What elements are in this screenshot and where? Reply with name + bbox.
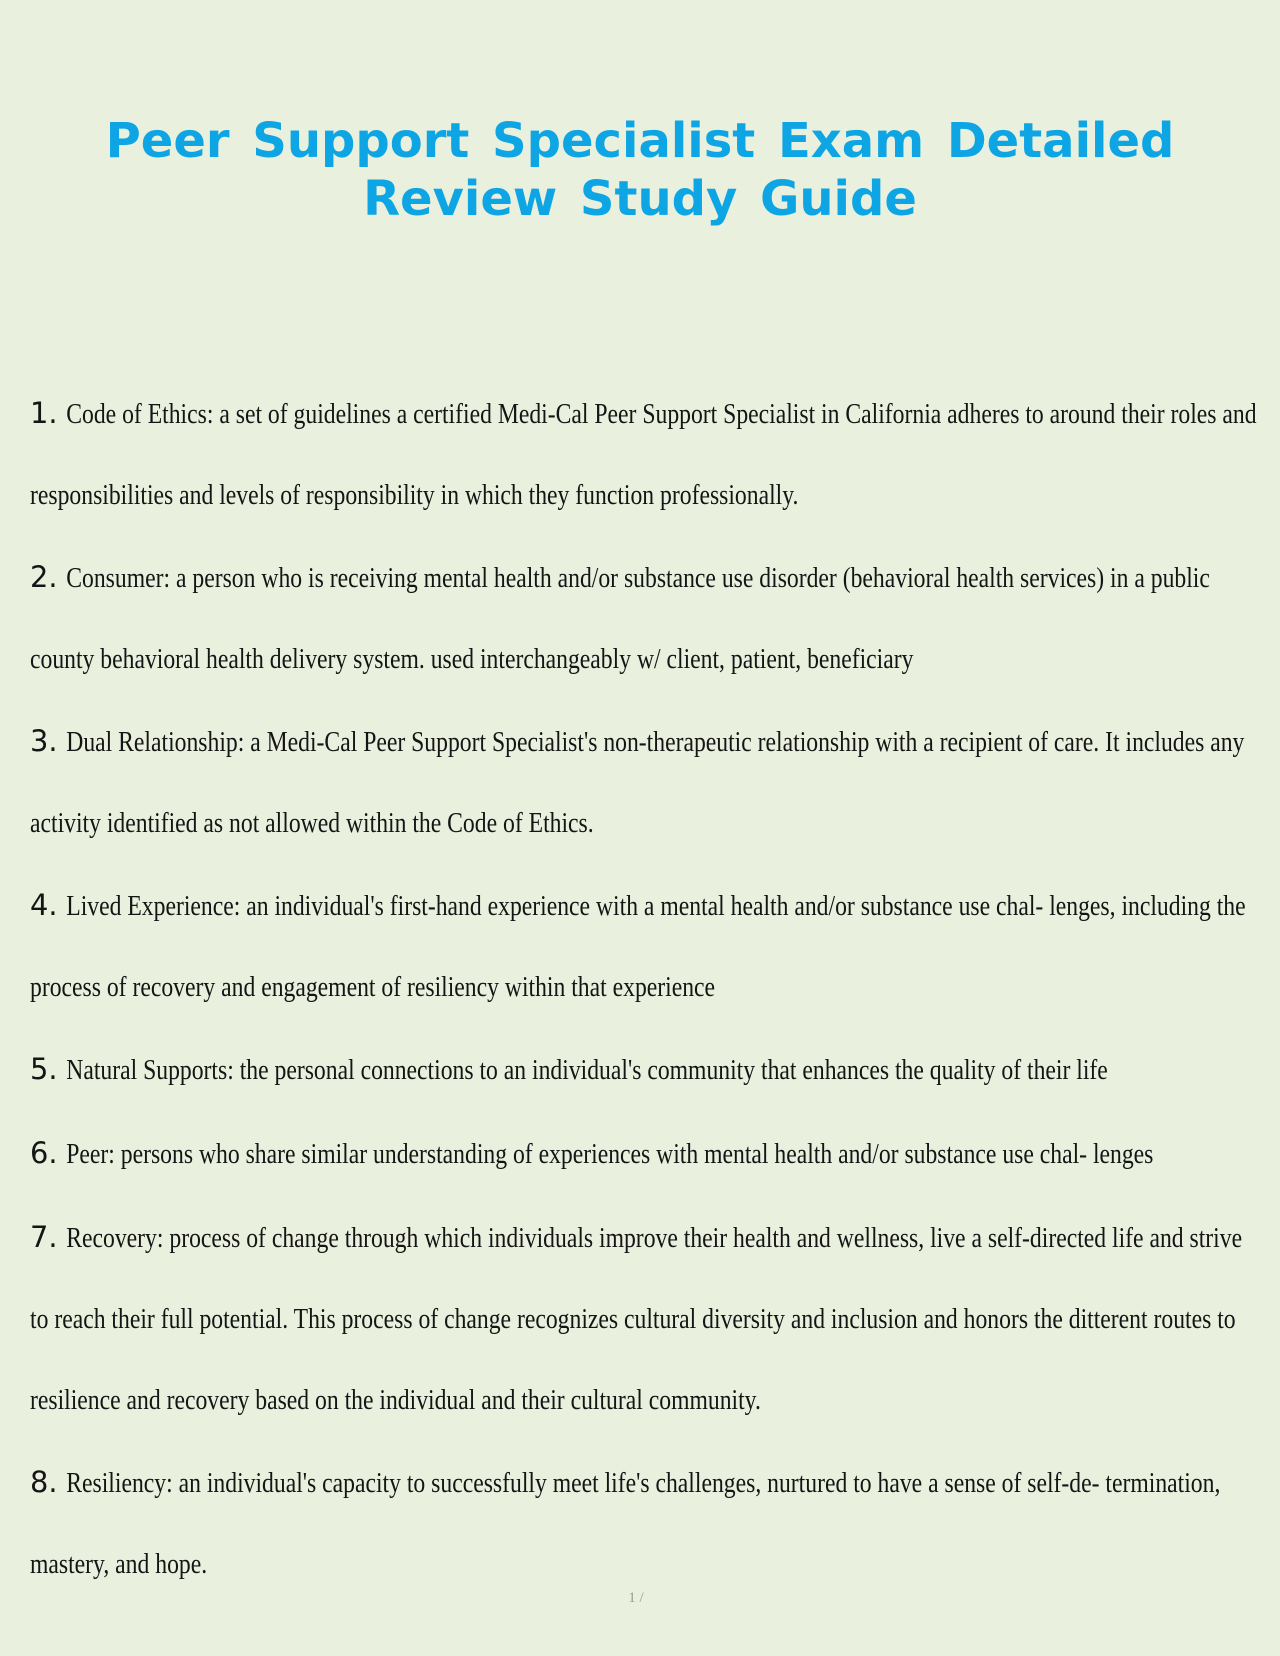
entry-term: Peer: <box>66 1139 115 1170</box>
entry-term: Resiliency: <box>66 1468 173 1499</box>
entry-definition: process of change through which individuals improve their health and wellness, live a self-directed life and strive to reach their full potential. This process of change recognizes cultural diversity and inclusion and honors the ditterent routes to resilience and recovery based on the individual and their cultural community. <box>30 1223 1243 1416</box>
glossary-entry <box>30 1029 1260 1111</box>
entry-number: 8. <box>30 1465 58 1499</box>
entry-definition: the personal connections to an individual's community that enhances the quality of their life <box>239 1055 1108 1086</box>
glossary-entry <box>30 537 1260 700</box>
entry-number: 3. <box>30 724 58 758</box>
entry-definition: persons who share similar understanding of experiences with mental health and/or substance use chal- lenges <box>120 1139 1154 1170</box>
entry-term: Natural Supports: <box>66 1055 234 1086</box>
entry-definition: an individual's capacity to successfully meet life's challenges, nurtured to have a sense of self-de- termination, mastery, and hope. <box>30 1468 1221 1580</box>
entry-number: 6. <box>30 1136 58 1170</box>
entry-number: 7. <box>30 1220 58 1254</box>
entry-term: Consumer: <box>66 563 171 594</box>
entry-term: Dual Relationship: <box>66 727 245 758</box>
glossary-entry <box>30 1442 1260 1605</box>
entry-term: Lived Experience: <box>66 891 241 922</box>
entry-definition: an individual's first-hand experience with a mental health and/or substance use chal- lenges, including the process of recovery and engagement of resiliency within that experience <box>30 891 1246 1003</box>
entry-definition: a Medi-Cal Peer Support Specialist's non-therapeutic relationship with a recipient of care. It includes any activity identified as not allowed within the Code of Ethics. <box>30 727 1245 839</box>
entry-number: 2. <box>30 560 58 594</box>
glossary-list <box>30 373 1260 1606</box>
glossary-entry <box>30 1113 1260 1195</box>
entry-term: Code of Ethics: <box>66 399 214 430</box>
entry-number: 5. <box>30 1052 58 1086</box>
page-title: Peer Support Specialist Exam Detailed Review Study Guide <box>105 113 1175 227</box>
glossary-entry <box>30 701 1260 864</box>
glossary-entry <box>30 1197 1260 1441</box>
page-number: 1 / <box>628 1590 644 1606</box>
glossary-entry <box>30 373 1260 536</box>
entry-definition: a set of guidelines a certified Medi-Cal Peer Support Specialist in California adheres to around their roles and responsibilities and levels of responsibility in which they function professionally. <box>30 399 1257 511</box>
entry-number: 1. <box>30 396 58 430</box>
entry-definition: a person who is receiving mental health and/or substance use disorder (behavioral health services) in a public county behavioral health delivery system. used interchangeably w/ client, patient, beneficiary <box>30 563 1210 675</box>
entry-term: Recovery: <box>66 1223 164 1254</box>
entry-number: 4. <box>30 888 58 922</box>
glossary-entry <box>30 865 1260 1028</box>
